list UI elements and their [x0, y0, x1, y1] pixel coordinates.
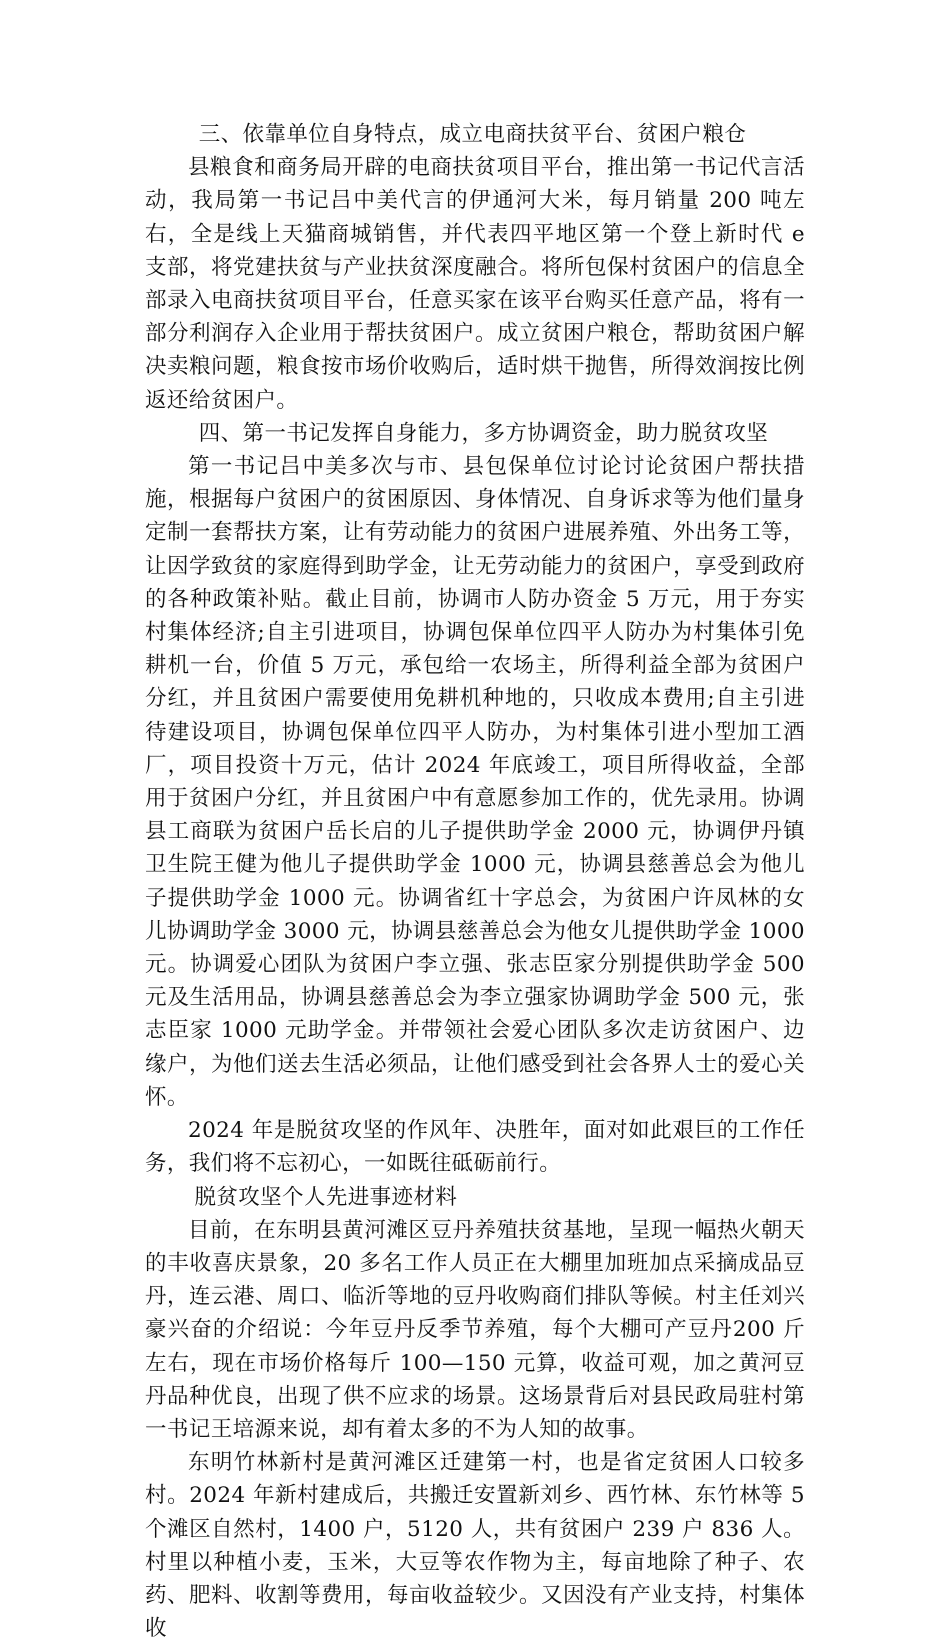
document-page: [145, 118, 805, 1645]
section-heading-3: 三、依靠单位自身特点，成立电商扶贫平台、贫困户粮仓: [198, 122, 747, 147]
section-heading-4: 四、第一书记发挥自身能力，多方协调资金，助力脱贫攻坚: [198, 420, 769, 446]
paragraph-zhulin-village: 东明竹林新村是黄河滩区迁建第一村，也是省定贫困人口较多村。2024 年新村建成后，共搬迁安置新刘乡、西竹林、东竹林等 5个滩区自然村，1400 户，5120 人，共有贫困户 239 户 836 人。村里以种植小麦，玉米，大豆等农作物为主，每亩地除了种子、农药、肥料、收割等费用，每亩收益较少。又因没有产业支持，村集体收: [145, 1450, 805, 1642]
paragraph-douddan-base: 目前，在东明县黄河滩区豆丹养殖扶贫基地，呈现一幅热火朝天的丰收喜庆景象，20 多名工作人员正在大棚里加班加点采摘成品豆丹，连云港、周口、临沂等地的豆丹收购商们排队等候。村主任刘兴豪兴奋的介绍说：今年豆丹反季节养殖，每个大棚可产豆丹200 斤左右，现在市场价格每斤 100—150 元算，收益可观，加之黄河豆丹品种优良，出现了供不应求的场景。这场景背后对县民政局驻村第一书记王培源来说，却有着太多的不为人知的故事。: [145, 1217, 805, 1442]
paragraph-2024-resolve: 2024 年是脱贫攻坚的作风年、决胜年，面对如此艰巨的工作任务，我们将不忘初心，一如既往砥砺前行。: [145, 1118, 805, 1177]
article-title: 脱贫攻坚个人先进事迹材料: [194, 1184, 458, 1210]
paragraph-ecommerce-platform: 县粮食和商务局开辟的电商扶贫项目平台，推出第一书记代言活动，我局第一书记吕中美代言的伊通河大米，每月销量 200 吨左右，全是线上天猫商城销售，并代表四平地区第一个登上新时代 e 支部，将党建扶贫与产业扶贫深度融合。将所包保村贫困户的信息全部录入电商扶贫项目平台，任意买家在该平台购买任意产品，将有一部分利润存入企业用于帮扶贫困户。成立贫困户粮仓，帮助贫困户解决卖粮问题，粮食按市场价收购后，适时烘干抛售，所得效润按比例返还给贫困户。: [145, 155, 805, 413]
paragraph-funding-coordination: 第一书记吕中美多次与市、县包保单位讨论讨论贫困户帮扶措施，根据每户贫困户的贫困原因、身体情况、自身诉求等为他们量身定制一套帮扶方案，让有劳动能力的贫困户进展养殖、外出务工等，让因学致贫的家庭得到助学金，让无劳动能力的贫困户，享受到政府的各种政策补贴。截止目前，协调市人防办资金 5 万元，用于夯实村集体经济;自主引进项目，协调包保单位四平人防办为村集体引免耕机一台，价值 5 万元，承包给一农场主，所得利益全部为贫困户分红，并且贫困户需要使用免耕机种地的，只收成本费用;自主引进待建设项目，协调包保单位四平人防办，为村集体引进小型加工酒厂，项目投资十万元，估计 2024 年底竣工，项目所得收益，全部用于贫困户分红，并且贫困户中有意愿参加工作的，优先录用。协调县工商联为贫困户岳长启的儿子提供助学金 2000 元，协调伊丹镇卫生院王健为他儿子提供助学金 1000 元，协调县慈善总会为他儿子提供助学金 1000 元。协调省红十字总会，为贫困户许凤林的女儿协调助学金 3000 元，协调县慈善总会为他女儿提供助学金 1000 元。协调爱心团队为贫困户李立强、张志臣家分别提供助学金 500 元及生活用品，协调县慈善总会为李立强家协调助学金 500 元，张志臣家 1000 元助学金。并带领社会爱心团队多次走访贫困户、边缘户，为他们送去生活必须品，让他们感受到社会各界人士的爱心关怀。: [145, 454, 805, 1110]
